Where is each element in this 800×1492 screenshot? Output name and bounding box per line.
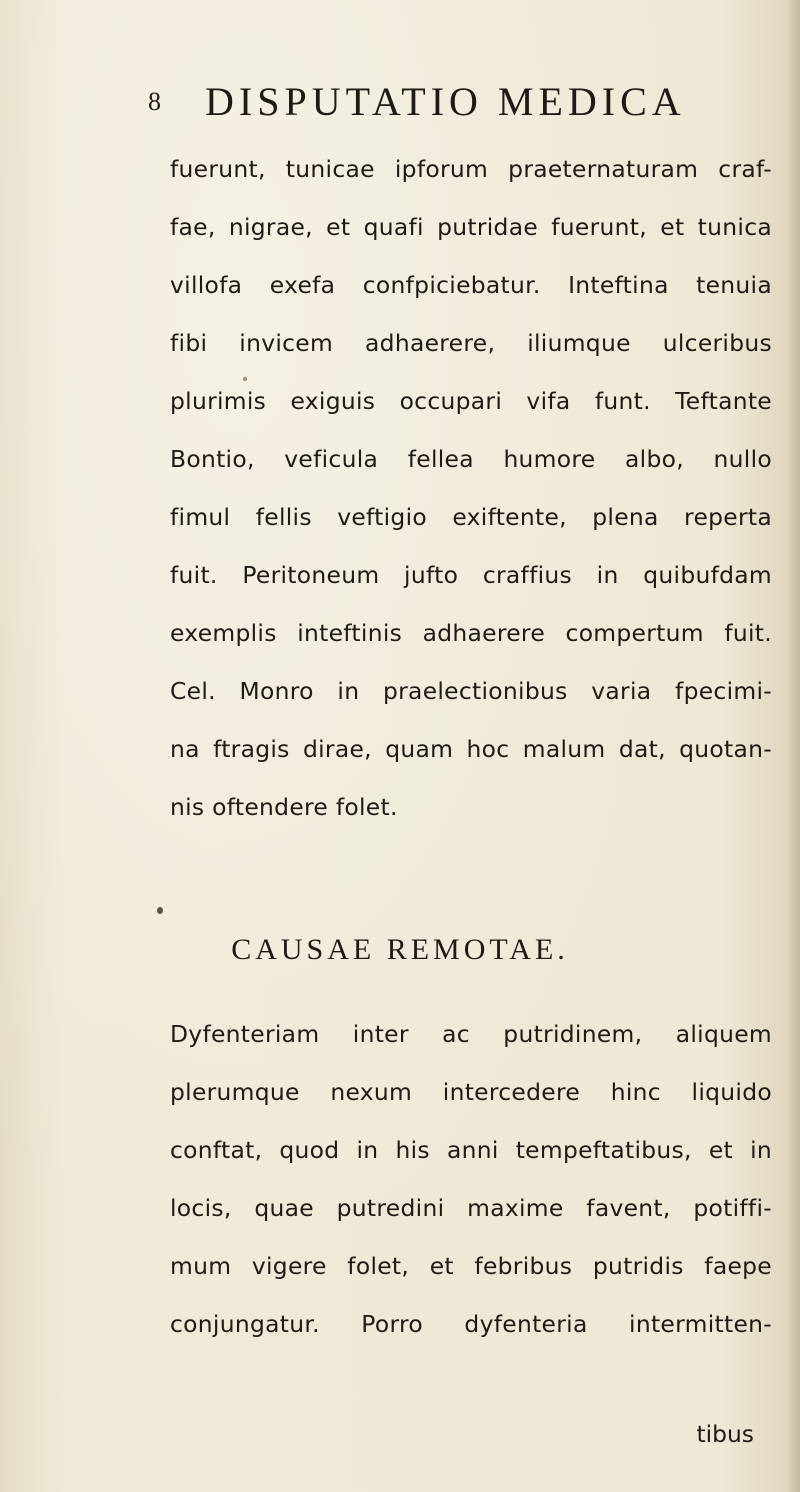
section-heading: CAUSAE REMOTAE.	[231, 933, 569, 966]
text-line: fuit. Peritoneum jufto craffius in quibufdam	[170, 561, 772, 589]
paragraph-pathology	[170, 140, 772, 836]
paragraph-remote-causes	[170, 1005, 772, 1353]
text-line: plurimis exiguis occupari vifa funt. Teftante	[170, 387, 772, 415]
text-line: villofa exefa confpiciebatur. Inteftina tenuia	[170, 271, 772, 299]
page-number: 8	[148, 87, 161, 116]
text-line: plerumque nexum intercedere hinc liquido	[170, 1078, 772, 1106]
page-edge-shadow	[786, 0, 800, 1492]
text-line: na ftragis dirae, quam hoc malum dat, quotan-	[170, 735, 772, 763]
catchword: tibus	[696, 1420, 754, 1448]
text-line: fae, nigrae, et quafi putridae fuerunt, et tunica	[170, 213, 772, 241]
text-line: exemplis inteftinis adhaerere compertum fuit.	[170, 619, 772, 647]
text-line: fuerunt, tunicae ipforum praeternaturam craf-	[170, 155, 772, 183]
ink-speck	[157, 907, 163, 914]
text-line: fimul fellis veftigio exiftente, plena reperta	[170, 503, 772, 531]
text-line: locis, quae putredini maxime favent, potiffi-	[170, 1194, 772, 1222]
text-line: Dyfenteriam inter ac putridinem, aliquem	[170, 1020, 772, 1048]
running-title: DISPUTATIO MEDICA	[205, 79, 686, 124]
text-line: mum vigere folet, et febribus putridis faepe	[170, 1252, 772, 1280]
ink-speck	[243, 377, 247, 381]
running-head	[148, 78, 686, 125]
text-line: Bontio, veficula fellea humore albo, nullo	[170, 445, 772, 473]
text-line: Cel. Monro in praelectionibus varia fpecimi-	[170, 677, 772, 705]
text-line: conjungatur. Porro dyfenteria intermitten-	[170, 1310, 772, 1338]
text-line: nis oftendere folet.	[170, 793, 398, 821]
text-line: conftat, quod in his anni tempeftatibus, et in	[170, 1136, 772, 1164]
text-line: fibi invicem adhaerere, iliumque ulceribus	[170, 329, 772, 357]
